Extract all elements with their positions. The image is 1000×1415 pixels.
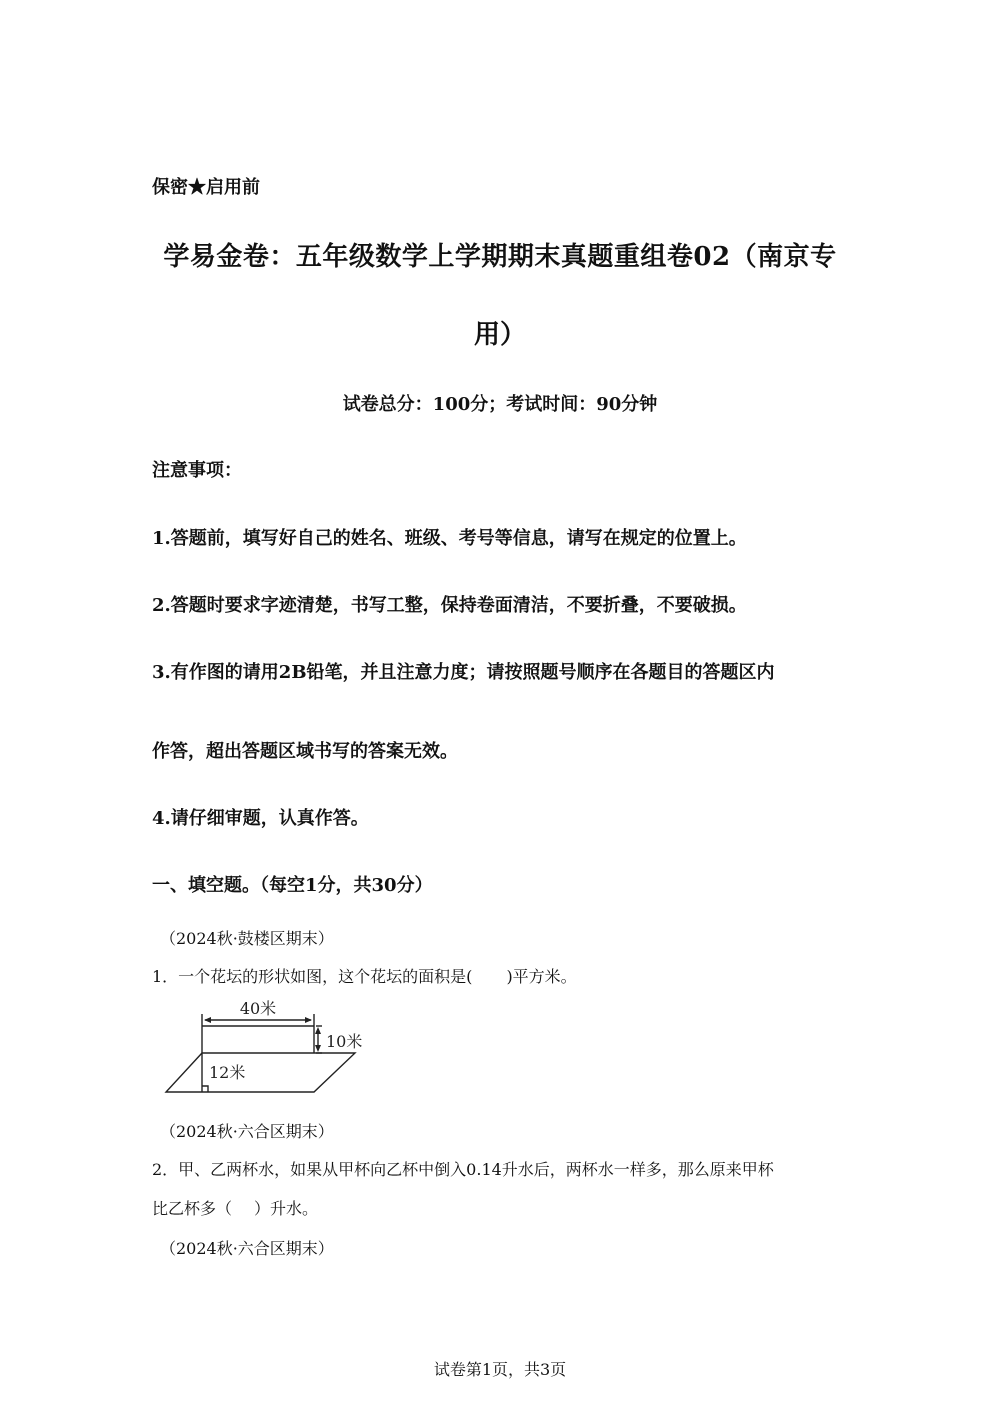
- q1-text-before: 1．一个花坛的形状如图，这个花坛的面积是(: [152, 967, 473, 986]
- notice-item-1: 1.答题前，填写好自己的姓名、班级、考号等信息，请写在规定的位置上。: [152, 528, 747, 549]
- q2-text-after: ）升水。: [254, 1199, 319, 1218]
- exam-subtitle: 试卷总分：100分；考试时间：90分钟: [342, 394, 658, 415]
- notice-item-4: 4.请仔细审题，认真作答。: [152, 808, 369, 829]
- notice-item-2: 2.答题时要求字迹清楚，书写工整，保持卷面清洁，不要折叠，不要破损。: [152, 595, 747, 616]
- label-40m: 40米: [239, 999, 277, 1018]
- q1-source: （2024秋·鼓楼区期末）: [160, 929, 334, 948]
- q2-source: （2024秋·六合区期末）: [160, 1122, 334, 1141]
- question-1: [152, 964, 577, 987]
- question-2-line-1: 2．甲、乙两杯水，如果从甲杯向乙杯中倒入0.14升水后，两杯水一样多，那么原来甲杯: [152, 1160, 774, 1179]
- q1-text-after: )平方米。: [506, 967, 577, 986]
- arrow-down: [315, 1045, 321, 1052]
- parallelogram-shape: [166, 1053, 355, 1092]
- confidential-label: 保密★启用前: [152, 177, 260, 198]
- q2-text-before: 比乙杯多（: [152, 1199, 233, 1218]
- question-2-line-2: [152, 1196, 318, 1219]
- right-angle-mark: [202, 1086, 208, 1092]
- notice-item-3-cont: 作答，超出答题区域书写的答案无效。: [152, 741, 458, 762]
- label-10m: 10米: [326, 1032, 363, 1051]
- label-12m: 12米: [209, 1063, 246, 1082]
- arrow-up: [315, 1027, 321, 1034]
- title-line-1: 学易金卷：五年级数学上学期期末真题重组卷02（南京专: [163, 242, 837, 272]
- notice-heading: 注意事项：: [152, 460, 242, 481]
- q3-source: （2024秋·六合区期末）: [160, 1239, 334, 1258]
- arrow-right: [305, 1017, 312, 1023]
- title-line-2: 用）: [473, 320, 526, 350]
- section-heading: 一、填空题。（每空1分，共30分）: [152, 875, 433, 896]
- page-footer: 试卷第1页，共3页: [433, 1360, 567, 1379]
- arrow-left: [204, 1017, 211, 1023]
- parallelogram-figure: [160, 996, 380, 1096]
- notice-item-3: 3.有作图的请用2B铅笔，并且注意力度；请按照题号顺序在各题目的答题区内: [152, 662, 775, 683]
